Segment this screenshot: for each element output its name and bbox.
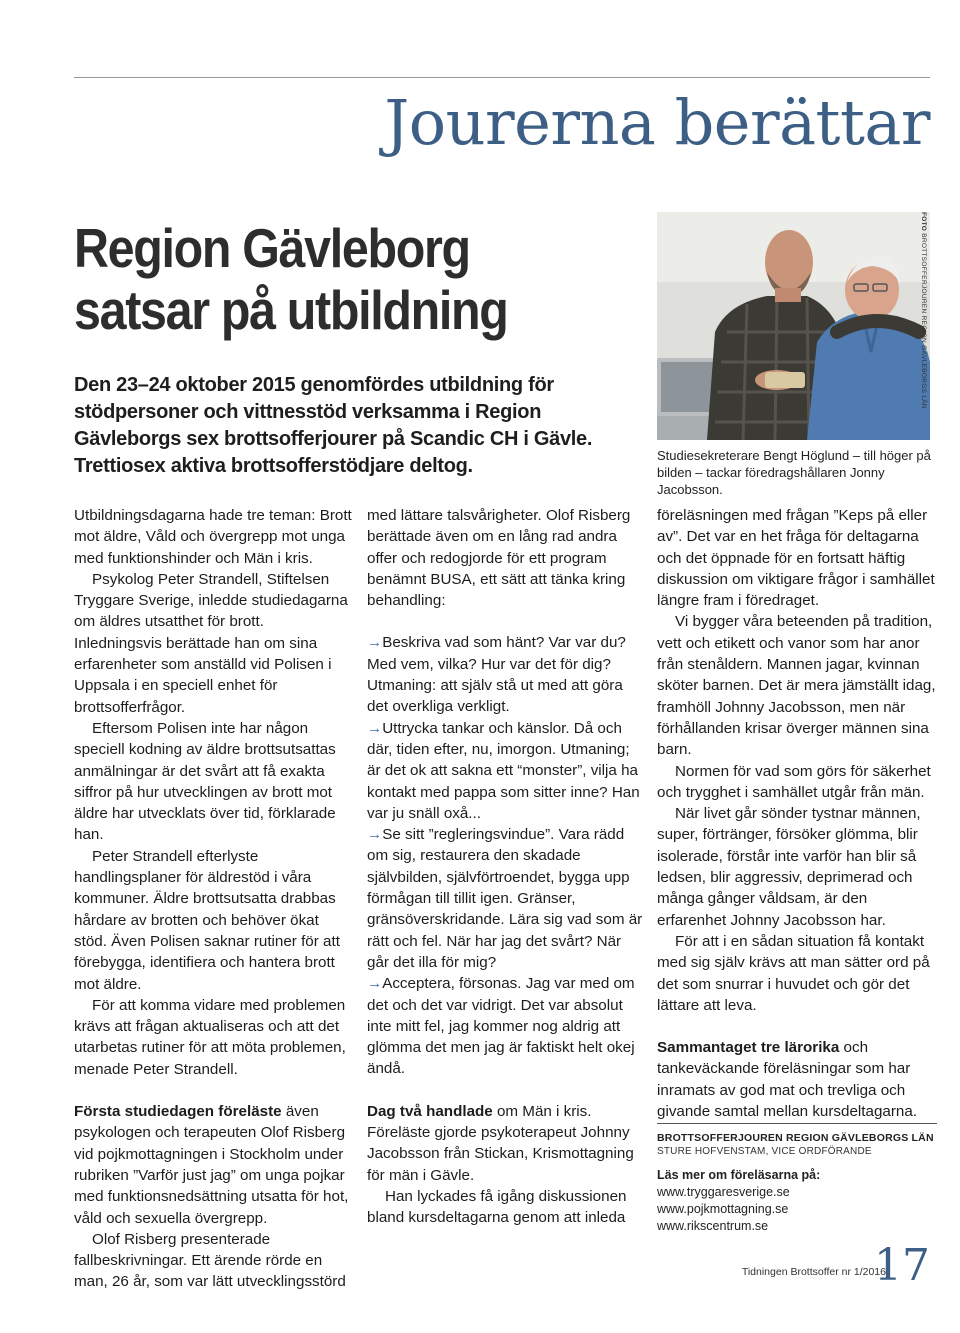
link-rikscentrum[interactable]: www.rikscentrum.se: [657, 1219, 769, 1233]
author-organization: BROTTSOFFERJOUREN REGION GÄVLEBORGS LÄN: [657, 1132, 934, 1144]
headline-line-1: Region Gävleborg: [74, 217, 470, 279]
link-pojkmottagning[interactable]: www.pojkmottagning.se: [657, 1202, 789, 1216]
subhead-lead-in: Sammantaget tre lärorika: [657, 1039, 840, 1057]
arrow-right-icon: →: [367, 719, 383, 737]
bullet-item: →Beskriva vad som hänt? Var var du? Med vem, vilka? Hur var det för dig? Utmaning: att själv stå ut med att göra det overkliga verkligt.: [367, 634, 626, 716]
paragraph: Normen för vad som görs för säkerhet och trygghet i samhället utgår från män.: [657, 762, 931, 801]
arrow-right-icon: →: [367, 826, 383, 844]
paragraph: När livet går sönder tystnar männen, super, förtränger, försöker glömma, blir isolerade, förstår inte varför han blir så ledsen, blir aggressiv, deprimerad och många gånger våldsam, är den erfarenhet Johnny Jacobsson har.: [657, 805, 921, 929]
lead-paragraph: Den 23–24 oktober 2015 genomfördes utbildning för stödpersoner och vittnesstöd verksamma i Region Gävleborgs sex brottsofferjourer på Scandic CH i Gävle. Trettiosex aktiva brottsofferstödjare deltog.: [74, 374, 593, 477]
paragraph: Utbildningsdagarna hade tre teman: Brott mot äldre, Våld och övergrepp mot unga med funktionshinder och Män i kris.: [74, 507, 352, 567]
top-rule: [74, 77, 930, 78]
paragraph: Dag två handlade om Män i kris. Föreläste gjorde psykoterapeut Johnny Jacobsson från Stickan, Krismottagning för män i Gävle.: [367, 1102, 634, 1184]
paragraph: Psykolog Peter Strandell, Stiftelsen Tryggare Sverige, inledde studiedagarna om äldres utsatthet för brott. Inledningsvis berättade han om sina erfarenheter som anställd vid Polisen i Uppsala i en speciell enhet för brottsofferfrågor.: [74, 570, 348, 716]
photo-credit: [918, 212, 928, 442]
paragraph: Vi bygger våra beteenden på tradition, vett och etikett och vanor som har anor från stenåldern. Mannen jagar, kvinnan sköter barnen. Det är mera jämställt idag, framhöll Johnny Jacobsson, men när förhållanden krisar överger männen sina barn.: [657, 613, 936, 759]
bullet-item: →Acceptera, försonas. Jag var med om det och det var vidrigt. Det var absolut inte mitt fel, jag kommer nog aldrig att glömma det men jag är faktiskt helt okej ändå.: [367, 975, 635, 1078]
paragraph: Första studiedagen föreläste även psykologen och terapeuten Olof Risberg vid pojkmottagningen i Stockholm under rubriken ”Varför just jag” om unga pojkar med funktionsnedsättning utsatta för hot, våld och sexuella övergrepp.: [74, 1103, 349, 1227]
article-headline: [74, 217, 567, 341]
read-more-label: Läs mer om föreläsarna på:: [657, 1168, 821, 1182]
page-number: 17: [874, 1240, 930, 1291]
author-name: STURE HOFVENSTAM, VICE ORDFÖRANDE: [657, 1146, 872, 1157]
link-tryggaresverige[interactable]: www.tryggaresverige.se: [657, 1185, 790, 1199]
paragraph: Sammantaget tre lärorika och tankeväckande föreläsningar som har inramats av god mat och trevliga och givande samtal mellan kursdeltagarna.: [657, 1039, 918, 1121]
bullet-item: →Uttrycka tankar och känslor. Då och där, tiden efter, nu, imorgon. Utmaning; är det ok att sakna ett “monster”, vilja ha kontakt med pappa som sitter inne? Han var ju snäll oxå...: [367, 719, 640, 822]
paragraph: Olof Risberg presenterade fallbeskrivningar. Ett ärende rörde en man, 26 år, som var lätt utvecklingsstörd: [74, 1230, 346, 1291]
publication-footer: Tidningen Brottsoffer nr 1/2016: [741, 1266, 886, 1278]
article-photo: [657, 212, 930, 440]
photo-caption: Studiesekreterare Bengt Höglund – till höger på bilden – tackar föredragshållaren Jonny Jacobsson.: [657, 448, 931, 497]
photo-credit-text: BROTTSOFFERJOUREN REGION GÄVLEBORGS LÄN: [920, 233, 927, 409]
arrow-right-icon: →: [367, 975, 383, 993]
paragraph: För att komma vidare med problemen krävs att frågan aktualiseras och att det utarbetas rutiner för att möta problemen, menade Peter Strandell.: [74, 996, 346, 1078]
section-title: Jourerna berättar: [384, 86, 930, 159]
info-box: [657, 1123, 937, 1235]
subhead-lead-in: Dag två handlade: [367, 1102, 493, 1120]
arrow-right-icon: →: [367, 634, 383, 652]
paragraph: Peter Strandell efterlyste handlingsplaner för äldrestöd i våra kommuner. Äldre brottsutsatta drabbas hårdare av brotten och behöver ökat stöd. Även Polisen saknar rutiner för att förebygga, identifiera och hantera brott mot äldre.: [74, 847, 340, 993]
photo-credit-label: FOTO: [920, 212, 927, 232]
info-box-rule: [657, 1123, 937, 1124]
article-column-2: [367, 505, 647, 1229]
bullet-item: →Se sitt ”regleringsvindue”. Vara rädd om sig, restaurera den skadade självbilden, självförtroendet, bygga upp förmågan till tillit igen. Gränser, gränsöverskridande. Lära sig vad som är rätt och fel. När har jag det svårt? När går det illa för mig?: [367, 826, 643, 971]
paragraph: föreläsningen med frågan ”Keps på eller av”. Det var en het fråga för deltagarna och det öppnade för en fortsatt häftig diskussion om viktigare frågor i samhället längre fram i föredraget.: [657, 507, 935, 610]
paragraph: För att i en sådan situation få kontakt med sig själv krävs att man sätter ord på det som snurrar i huvudet och gör det lättare att leva.: [657, 932, 930, 1014]
subhead-lead-in: Första studiedagen föreläste: [74, 1103, 282, 1121]
paragraph: Eftersom Polisen inte har någon speciell kodning av äldre brottsutsattas anmälningar är det svårt att få exakta siffror på hur utvecklingen av brott mot äldre har utvecklats över tid, förklarade han.: [74, 719, 336, 844]
paragraph: Han lyckades få igång diskussionen bland kursdeltagarna genom att inleda: [367, 1187, 627, 1227]
photo-illustration: [657, 212, 930, 440]
paragraph: med lättare talsvårigheter. Olof Risberg berättade även om en lång rad andra offer och redogjorde för ett program benämnt BUSA, ett sätt att tänka kring behandling:: [367, 507, 631, 610]
article-column-3: [657, 505, 937, 1122]
headline-line-2: satsar på utbildning: [74, 279, 508, 341]
article-column-1: [74, 505, 354, 1293]
